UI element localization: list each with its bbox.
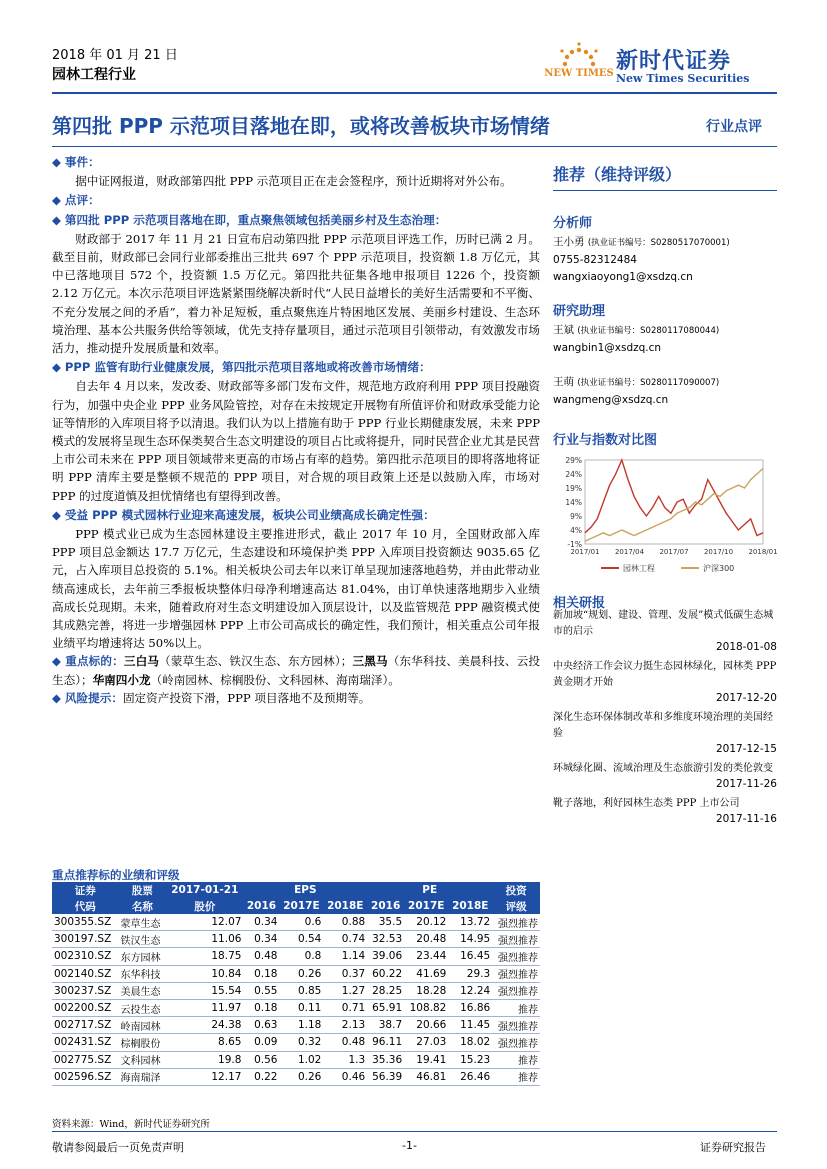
th-sub: 2016 — [243, 898, 279, 914]
company-name-cn: 新时代证券 — [616, 48, 732, 74]
table-cell: 1.14 — [323, 948, 367, 965]
report-title: 第四批 PPP 示范项目落地在即，或将改善板块市场情绪 — [52, 114, 550, 138]
table-cell: 12.17 — [166, 1068, 243, 1085]
table-cell: 002596.SZ — [52, 1068, 118, 1085]
table-row — [52, 1034, 540, 1051]
table-cell: 15.54 — [166, 982, 243, 999]
table-row — [52, 1068, 540, 1085]
table-row — [52, 1017, 540, 1034]
table-cell: 0.46 — [323, 1068, 367, 1085]
table-cell: 东华科技 — [118, 965, 166, 982]
table-cell: 0.88 — [323, 914, 367, 931]
table-cell: 0.48 — [323, 1034, 367, 1051]
th-sub: 名称 — [118, 898, 166, 914]
table-cell: 65.91 — [367, 999, 404, 1016]
footer-divider — [52, 1131, 777, 1132]
table-cell: 1.3 — [323, 1051, 367, 1068]
table-row — [52, 1051, 540, 1068]
table-cell: 1.27 — [323, 982, 367, 999]
related-reports-list — [553, 608, 777, 831]
related-report-date: 2017-11-16 — [715, 813, 777, 825]
analyst-name: 王小勇 — [553, 236, 585, 248]
related-report-date: 2017-12-20 — [715, 692, 777, 704]
report-date: 2018 年 01 月 21 日 — [52, 48, 178, 63]
table-cell: 11.06 — [166, 931, 243, 948]
bullet-diamond-icon: ◆ — [52, 193, 61, 208]
table-cell: 20.66 — [404, 1017, 448, 1034]
table-cell: 强烈推荐 — [492, 931, 540, 948]
th-stock: 股票 — [118, 882, 166, 898]
x-tick-label: 2017/10 — [703, 548, 734, 556]
table-cell: 0.74 — [323, 931, 367, 948]
x-tick-label: 2018/01 — [748, 548, 778, 556]
assistant-email[interactable]: wangmeng@xsdzq.cn — [553, 394, 669, 406]
table-cell: 41.69 — [404, 965, 448, 982]
table-row — [52, 982, 540, 999]
company-logo-icon — [544, 40, 614, 90]
related-report-title[interactable]: 中央经济工作会议力挺生态园林绿化，园林类 PPP 黄金期才开始 — [553, 661, 777, 688]
table-cell: 26.46 — [448, 1068, 492, 1085]
x-tick-label: 2017/07 — [659, 548, 689, 556]
table-title: 重点推荐标的业绩和评级 — [52, 868, 180, 882]
table-cell: 美晨生态 — [118, 982, 166, 999]
table-cell: 20.12 — [404, 914, 448, 931]
table-cell: 强烈推荐 — [492, 965, 540, 982]
table-cell: 0.63 — [243, 1017, 279, 1034]
table-cell: 300237.SZ — [52, 982, 118, 999]
table-cell: 0.22 — [243, 1068, 279, 1085]
table-cell: 强烈推荐 — [492, 914, 540, 931]
table-cell: 24.38 — [166, 1017, 243, 1034]
section-paragraph-2: 自去年 4 月以来，发改委、财政部等多部门发布文件，规范地方政府利用 PPP 项目投融资行为，加强中央企业 PPP 业务风险管控，对存在未按规定开展物有所值评价和财政承受能力论证等情形的入库项目将予以清退。我们认为以上措施有助于 PPP 行业长期健康发展，未来 PPP 模式的发展将呈现生态环保类契合生态文明建设的项目占比或将提升，同时民营企业尤其是民营上市公司未来在 PPP 项目领域带来更高的市场占有率的趋势。第四批示范项目的即将落地将证明 PPP 清库主要是整顿不规范的 PPP 项目，对合规的项目政策上还是以鼓励入库，市场对 PPP 的过度道慎及担忧情绪也有望得到改善。 — [52, 379, 540, 503]
table-cell: 岭南园林 — [118, 1017, 166, 1034]
section-paragraph-1: 财政部于 2017 年 11 月 21 日宣布启动第四批 PPP 示范项目评选工作，历时已满 2 月。截至目前，财政部已会同行业部委推出三批共 697 个 PPP 示范项目，投资额 1.8 万亿元，其中已落地项目 572 个，投资额 1.5 万亿元。第四批共征集各地申报项目 1226 个，投资额 2.12 万亿元。本次示范项目评选紧紧围绕解决新时代“人民日益增长的美好生活需要和不平衡、不充分发展之间的矛盾”，着力补足短板，重点聚焦连片特困地区发展、美丽乡村建设、生态环境治理、基本公共服务供给等领域，优先支持存量项目，通过示范项目引领带动，有效激发市场活力，推动提升发展质量和效率。 — [52, 231, 540, 356]
table-cell: 2.13 — [323, 1017, 367, 1034]
table-cell: 60.22 — [367, 965, 404, 982]
table-cell: 0.18 — [243, 999, 279, 1016]
disclaimer-note[interactable]: 敬请参阅最后一页免责声明 — [52, 1141, 184, 1154]
table-cell: 35.5 — [367, 914, 404, 931]
table-cell: 文科园林 — [118, 1051, 166, 1068]
assistant-heading: 研究助理 — [553, 304, 606, 319]
risk-warning: ◆ 风险提示：固定资产投资下滑，PPP 项目落地不及预期等。 — [52, 690, 371, 705]
analyst-block — [553, 212, 777, 448]
table-cell: 0.26 — [280, 1068, 324, 1085]
table-cell: 0.37 — [323, 965, 367, 982]
rating: 推荐（维持评级） — [553, 165, 682, 184]
table-cell: 0.34 — [243, 931, 279, 948]
bullet-diamond-icon: ◆ — [52, 690, 65, 705]
th-sub: 股价 — [166, 898, 243, 914]
analyst-email[interactable]: wangxiaoyong1@xsdzq.cn — [553, 271, 693, 283]
table-cell: 蒙草生态 — [118, 914, 166, 931]
y-tick-label: 19% — [565, 484, 582, 493]
table-cell: 29.3 — [448, 965, 492, 982]
table-cell: 18.75 — [166, 948, 243, 965]
bullet-diamond-icon: ◆ — [52, 212, 61, 227]
section-paragraph-3: PPP 模式业已成为生态园林建设主要推进形式，截止 2017 年 10 月，全国财政部入库 PPP 项目总金额达 17.7 万亿元，生态建设和环境保护类 PPP 入库项目投资额达 9035.65 亿元，占入库项目总投资的 5.1%。相关板块公司去年以来订单呈现加速落地趋势，并由此带动业绩高速成长，去年前三季报板块整体归母净利增速高达 81.04%，由订单快速落地期步入业绩高成长兑现期。未来，随着政府对生态文明建设加入顶层设计，以及监管规范 PPP 融资模式使其成熟完善，将进一步增强园林 PPP 上市公司高成长的确定性，我们预计，相关重点公司年报业绩平均增速将达 50%以上。 — [52, 527, 540, 651]
assistant-name: 王斌 — [553, 324, 574, 336]
table-cell: 0.54 — [280, 931, 324, 948]
related-report-item[interactable] — [553, 710, 777, 757]
footer-label: 证券研究报告 — [700, 1141, 766, 1154]
th-sub: 代码 — [52, 898, 118, 914]
table-cell: 云投生态 — [118, 999, 166, 1016]
table-cell: 18.02 — [448, 1034, 492, 1051]
related-report-title[interactable]: 深化生态环保体制改革和多维度环境治理的美国经验 — [553, 712, 773, 739]
table-cell: 19.41 — [404, 1051, 448, 1068]
y-tick-label: 24% — [565, 470, 582, 479]
legend-label: 沪深300 — [703, 564, 735, 573]
table-cell: 强烈推荐 — [492, 948, 540, 965]
related-report-item[interactable] — [553, 796, 777, 827]
table-cell: 002775.SZ — [52, 1051, 118, 1068]
table-cell: 强烈推荐 — [492, 982, 540, 999]
table-cell: 19.8 — [166, 1051, 243, 1068]
bullet-diamond-icon: ◆ — [52, 507, 61, 522]
th-security: 证券 — [52, 882, 118, 898]
table-cell: 38.7 — [367, 1017, 404, 1034]
table-row — [52, 948, 540, 965]
table-cell: 东方园林 — [118, 948, 166, 965]
table-cell: 0.34 — [243, 914, 279, 931]
section-heading-2: ◆ PPP 监管有助行业健康发展，第四批示范项目落地或将改善市场情绪： — [52, 360, 431, 375]
main-column — [52, 152, 540, 707]
header-divider — [52, 92, 777, 94]
section-heading-1: ◆ 第四批 PPP 示范项目落地在即，重点聚焦领域包括美丽乡村及生态治理： — [52, 212, 447, 227]
related-report-item[interactable] — [553, 761, 777, 792]
table-cell: 强烈推荐 — [492, 1034, 540, 1051]
table-cell: 23.44 — [404, 948, 448, 965]
chart-heading: 行业与指数对比图 — [553, 433, 658, 448]
table-cell: 0.71 — [323, 999, 367, 1016]
table-cell: 16.45 — [448, 948, 492, 965]
table-cell: 0.55 — [243, 982, 279, 999]
page-number: -1- — [402, 1139, 417, 1152]
related-reports-heading: 相关研报 — [553, 596, 606, 611]
table-cell: 0.8 — [280, 948, 324, 965]
table-cell: 12.24 — [448, 982, 492, 999]
related-report-title[interactable]: 环城绿化圈、流域治理及生态旅游引发的类伦敦变 — [553, 763, 773, 774]
table-cell: 13.72 — [448, 914, 492, 931]
related-report-date: 2017-12-15 — [715, 743, 777, 755]
related-report-item[interactable] — [553, 608, 777, 655]
table-cell: 002431.SZ — [52, 1034, 118, 1051]
table-cell: 14.95 — [448, 931, 492, 948]
th-pe: PE — [367, 882, 492, 898]
related-report-title[interactable]: 靴子落地，利好园林生态类 PPP 上市公司 — [553, 798, 740, 809]
table-cell: 11.45 — [448, 1017, 492, 1034]
table-cell: 300355.SZ — [52, 914, 118, 931]
table-cell: 0.11 — [280, 999, 324, 1016]
table-row — [52, 914, 540, 931]
table-row — [52, 999, 540, 1016]
table-cell: 0.56 — [243, 1051, 279, 1068]
event-paragraph: 据中证网报道，财政部第四批 PPP 示范项目正在走会签程序，预计近期将对外公布。 — [75, 174, 512, 189]
table-cell: 0.85 — [280, 982, 324, 999]
industry-index-chart — [553, 452, 777, 582]
table-cell: 0.26 — [280, 965, 324, 982]
bullet-diamond-icon: ◆ — [52, 654, 66, 669]
table-cell: 96.11 — [367, 1034, 404, 1051]
table-cell: 铁汉生态 — [118, 931, 166, 948]
table-row — [52, 931, 540, 948]
th-sub: 2016 — [367, 898, 404, 914]
section-heading-3: ◆ 受益 PPP 模式园林行业迎来高速发展，板块公司业绩高成长确定性强： — [52, 507, 435, 522]
table-cell: 002140.SZ — [52, 965, 118, 982]
event-heading: ◆ 事件： — [52, 155, 100, 169]
th-sub: 2017E — [404, 898, 448, 914]
table-cell: 1.18 — [280, 1017, 324, 1034]
table-cell: 46.81 — [404, 1068, 448, 1085]
table-cell: 10.84 — [166, 965, 243, 982]
assistant-cert: (执业证书编号：S0280117090007) — [577, 378, 720, 388]
table-cell: 0.09 — [243, 1034, 279, 1051]
analyst-phone: 0755-82312484 — [553, 254, 637, 266]
stock-table — [52, 882, 540, 1086]
table-cell: 8.65 — [166, 1034, 243, 1051]
table-cell: 0.32 — [280, 1034, 324, 1051]
table-cell: 0.6 — [280, 914, 324, 931]
y-tick-label: 29% — [565, 456, 582, 465]
table-cell: 推荐 — [492, 1068, 540, 1085]
table-cell: 强烈推荐 — [492, 1017, 540, 1034]
th-sub: 评级 — [492, 898, 540, 914]
table-cell: 推荐 — [492, 999, 540, 1016]
key-targets: ◆ 重点标的：三白马（蒙草生态、铁汉生态、东方园林）；三黑马（东华科技、美晨科技、云投生态）；华南四小龙（岭南园林、棕榈股份、文科园林、海南瑞泽）。 — [52, 654, 540, 687]
table-cell: 002310.SZ — [52, 948, 118, 965]
table-cell: 推荐 — [492, 1051, 540, 1068]
table-cell: 002200.SZ — [52, 999, 118, 1016]
x-tick-label: 2017/04 — [614, 548, 645, 556]
table-cell: 20.48 — [404, 931, 448, 948]
th-sub: 2017E — [280, 898, 324, 914]
report-type: 行业点评 — [706, 119, 762, 135]
table-cell: 56.39 — [367, 1068, 404, 1085]
table-cell: 0.18 — [243, 965, 279, 982]
series-line-1 — [585, 468, 763, 541]
table-cell: 35.36 — [367, 1051, 404, 1068]
table-source: 资料来源：Wind，新时代证券研究所 — [52, 1119, 210, 1130]
title-divider — [52, 146, 777, 147]
table-cell: 300197.SZ — [52, 931, 118, 948]
bullet-diamond-icon: ◆ — [52, 360, 61, 375]
related-report-item[interactable] — [553, 659, 777, 706]
y-tick-label: 4% — [570, 526, 582, 535]
related-report-title[interactable]: 新加坡“规划、建设、管理、发展”模式低碳生态城市的启示 — [553, 610, 774, 637]
key-targets-label: 重点标的： — [65, 654, 124, 669]
th-invest: 投资 — [492, 882, 540, 898]
table-row — [52, 965, 540, 982]
table-cell: 108.82 — [404, 999, 448, 1016]
table-cell: 18.28 — [404, 982, 448, 999]
comment-heading: ◆ 点评： — [52, 193, 100, 208]
related-report-date: 2017-11-26 — [715, 778, 777, 790]
rating-divider — [553, 190, 777, 191]
chart-plot-area — [585, 460, 763, 544]
table-cell: 棕榈股份 — [118, 1034, 166, 1051]
logo-mark-text: NEW TIMES — [544, 68, 614, 79]
y-tick-label: -1% — [567, 540, 582, 549]
legend-label: 园林工程 — [623, 564, 655, 573]
y-tick-label: 14% — [565, 498, 582, 507]
x-tick-label: 2017/01 — [570, 548, 600, 556]
th-date: 2017-01-21 — [166, 882, 243, 898]
table-cell: 002717.SZ — [52, 1017, 118, 1034]
th-eps: EPS — [243, 882, 367, 898]
th-sub: 2018E — [323, 898, 367, 914]
table-cell: 0.48 — [243, 948, 279, 965]
related-report-date: 2018-01-08 — [715, 641, 777, 653]
table-cell: 1.02 — [280, 1051, 324, 1068]
bullet-diamond-icon: ◆ — [52, 155, 61, 169]
table-cell: 16.86 — [448, 999, 492, 1016]
assistant-name: 王萌 — [553, 376, 574, 388]
table-cell: 11.97 — [166, 999, 243, 1016]
industry-label: 园林工程行业 — [52, 67, 136, 83]
table-cell: 海南瑞泽 — [118, 1068, 166, 1085]
analyst-heading: 分析师 — [553, 216, 593, 231]
table-cell: 15.23 — [448, 1051, 492, 1068]
y-tick-label: 9% — [570, 512, 582, 521]
table-cell: 39.06 — [367, 948, 404, 965]
table-cell: 27.03 — [404, 1034, 448, 1051]
th-sub: 2018E — [448, 898, 492, 914]
assistant-email[interactable]: wangbin1@xsdzq.cn — [553, 342, 662, 354]
table-cell: 12.07 — [166, 914, 243, 931]
series-line-0 — [585, 460, 763, 536]
table-cell: 28.25 — [367, 982, 404, 999]
table-cell: 32.53 — [367, 931, 404, 948]
analyst-cert: (执业证书编号：S0280517070001) — [587, 238, 730, 248]
assistant-cert: (执业证书编号：S0280117080044) — [577, 326, 720, 336]
risk-label: 风险提示： — [64, 690, 123, 705]
company-name-en: New Times Securities — [616, 72, 750, 85]
